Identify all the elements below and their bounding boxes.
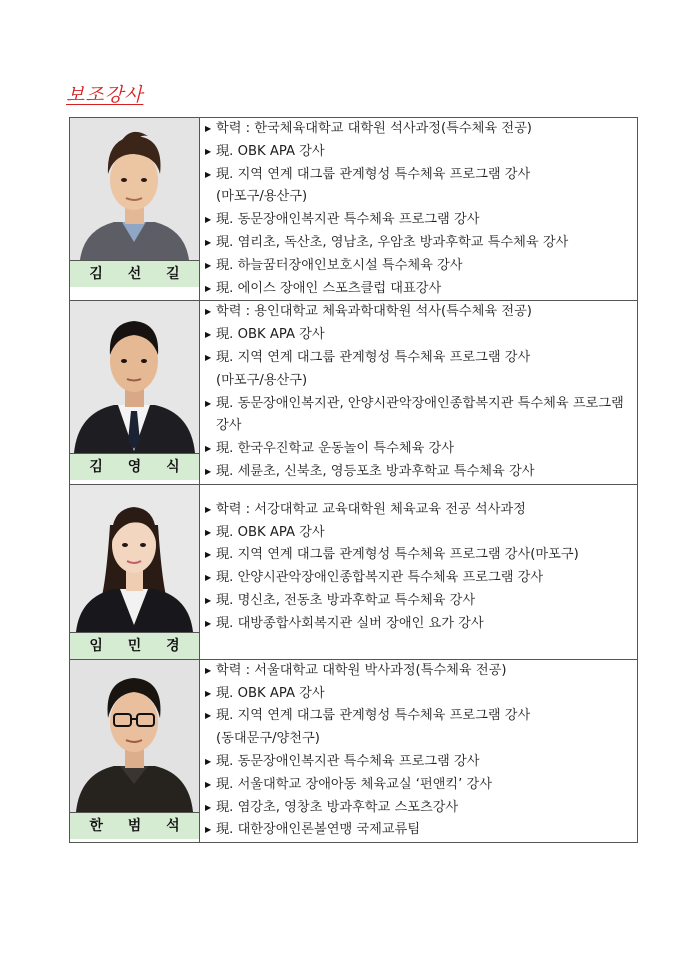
triangle-bullet-icon: ▶ [205, 573, 212, 583]
instructor-table [69, 117, 638, 843]
instructor-name: 한 범 석 [70, 812, 199, 839]
instructor-info-list [205, 485, 633, 636]
instructor-photo [70, 660, 199, 812]
info-item: ▶ 現. OBK APA 강사 [205, 683, 633, 706]
instructor-photo-cell [70, 301, 200, 484]
triangle-bullet-icon: ▶ [205, 307, 212, 317]
info-item: ▶ 학력 : 용인대학교 체육과학대학원 석사(특수체육 전공) [205, 301, 633, 324]
triangle-bullet-icon: ▶ [205, 595, 212, 605]
triangle-bullet-icon: ▶ [205, 825, 212, 835]
info-item: ▶ 現. 대방종합사회복지관 실버 장애인 요가 강사 [205, 613, 633, 636]
info-item-continuation: (마포구/용산구) [216, 189, 308, 205]
instructor-info-cell [200, 484, 638, 659]
section-title: 보조강사 [66, 84, 144, 106]
info-item: ▶ 現. 명신초, 전동초 방과후학교 특수체육 강사 [205, 590, 633, 613]
info-item-continuation: (동대문구/양천구) [216, 731, 320, 747]
triangle-bullet-icon: ▶ [205, 146, 212, 156]
triangle-bullet-icon: ▶ [205, 444, 212, 454]
instructor-row [70, 118, 638, 301]
instructor-info-cell [200, 118, 638, 301]
triangle-bullet-icon: ▶ [205, 802, 212, 812]
instructor-photo-cell [70, 484, 200, 659]
instructor-photo [70, 301, 199, 453]
triangle-bullet-icon: ▶ [205, 711, 212, 721]
info-item: ▶ 現. 서울대학교 장애아동 체육교실 ‘펀앤킥’ 강사 [205, 774, 633, 797]
instructor-row [70, 301, 638, 484]
instructor-row [70, 659, 638, 842]
info-item: ▶ 現. 염강초, 영창초 방과후학교 스포츠강사 [205, 797, 633, 820]
instructor-photo-cell [70, 659, 200, 842]
instructor-info-list [205, 118, 633, 300]
info-item: ▶ 現. 동문장애인복지관 특수체육 프로그램 강사 [205, 751, 633, 774]
triangle-bullet-icon: ▶ [205, 618, 212, 628]
info-item: ▶ 現. 지역 연계 대그룹 관계형성 특수체육 프로그램 강사 [205, 705, 633, 728]
triangle-bullet-icon: ▶ [205, 688, 212, 698]
instructor-name: 김 영 식 [70, 453, 199, 480]
info-item: ▶ 現. 지역 연계 대그룹 관계형성 특수체육 프로그램 강사 [205, 347, 633, 370]
triangle-bullet-icon: ▶ [205, 779, 212, 789]
instructor-photo [70, 485, 199, 632]
info-item: ▶ 現. 세륜초, 신북초, 영등포초 방과후학교 특수체육 강사 [205, 461, 633, 484]
triangle-bullet-icon: ▶ [205, 550, 212, 560]
instructor-photo [70, 118, 199, 260]
triangle-bullet-icon: ▶ [205, 756, 212, 766]
triangle-bullet-icon: ▶ [205, 665, 212, 675]
instructor-row [70, 484, 638, 659]
triangle-bullet-icon: ▶ [205, 283, 212, 293]
info-item-continuation: (마포구/용산구) [216, 372, 308, 388]
info-item: ▶ 現. 지역 연계 대그룹 관계형성 특수체육 프로그램 강사(마포구) [205, 544, 633, 567]
triangle-bullet-icon: ▶ [205, 330, 212, 340]
triangle-bullet-icon: ▶ [205, 215, 212, 225]
triangle-bullet-icon: ▶ [205, 504, 212, 514]
instructor-name: 임 민 경 [70, 632, 199, 659]
info-item: ▶ 학력 : 서강대학교 교육대학원 체육교육 전공 석사과정 [205, 499, 633, 522]
info-item: ▶ 現. OBK APA 강사 [205, 141, 633, 164]
triangle-bullet-icon: ▶ [205, 169, 212, 179]
info-item: ▶ 現. 동문장애인복지관, 안양시관악장애인종합복지관 특수체육 프로그램 강사 [205, 393, 633, 439]
instructor-photo-cell [70, 118, 200, 301]
triangle-bullet-icon: ▶ [205, 260, 212, 270]
info-item: ▶ 現. 염리초, 독산초, 영남초, 우암초 방과후학교 특수체육 강사 [205, 232, 633, 255]
info-item: ▶ 現. 지역 연계 대그룹 관계형성 특수체육 프로그램 강사 [205, 164, 633, 187]
triangle-bullet-icon: ▶ [205, 352, 212, 362]
instructor-info-list [205, 660, 633, 842]
triangle-bullet-icon: ▶ [205, 237, 212, 247]
instructor-info-cell [200, 659, 638, 842]
triangle-bullet-icon: ▶ [205, 124, 212, 133]
info-item: ▶ 학력 : 한국체육대학교 대학원 석사과정(특수체육 전공) [205, 118, 633, 141]
info-item: ▶ 現. 한국우진학교 운동놀이 특수체육 강사 [205, 438, 633, 461]
info-item: ▶ 現. 대한장애인론볼연맹 국제교류팀 [205, 819, 633, 842]
info-item: ▶ 現. OBK APA 강사 [205, 522, 633, 545]
info-item: ▶ 학력 : 서울대학교 대학원 박사과정(특수체육 전공) [205, 660, 633, 683]
triangle-bullet-icon: ▶ [205, 398, 212, 408]
info-item: ▶ 現. OBK APA 강사 [205, 324, 633, 347]
info-item: ▶ 現. 동문장애인복지관 특수체육 프로그램 강사 [205, 209, 633, 232]
instructor-info-cell [200, 301, 638, 484]
triangle-bullet-icon: ▶ [205, 527, 212, 537]
instructor-name: 김 선 길 [70, 260, 199, 287]
info-item: ▶ 現. 에이스 장애인 스포츠클럽 대표강사 [205, 278, 633, 301]
triangle-bullet-icon: ▶ [205, 466, 212, 476]
info-item: ▶ 現. 안양시관악장애인종합복지관 특수체육 프로그램 강사 [205, 567, 633, 590]
info-item: ▶ 現. 하늘꿈터장애인보호시설 특수체육 강사 [205, 255, 633, 278]
instructor-info-list [205, 301, 633, 483]
